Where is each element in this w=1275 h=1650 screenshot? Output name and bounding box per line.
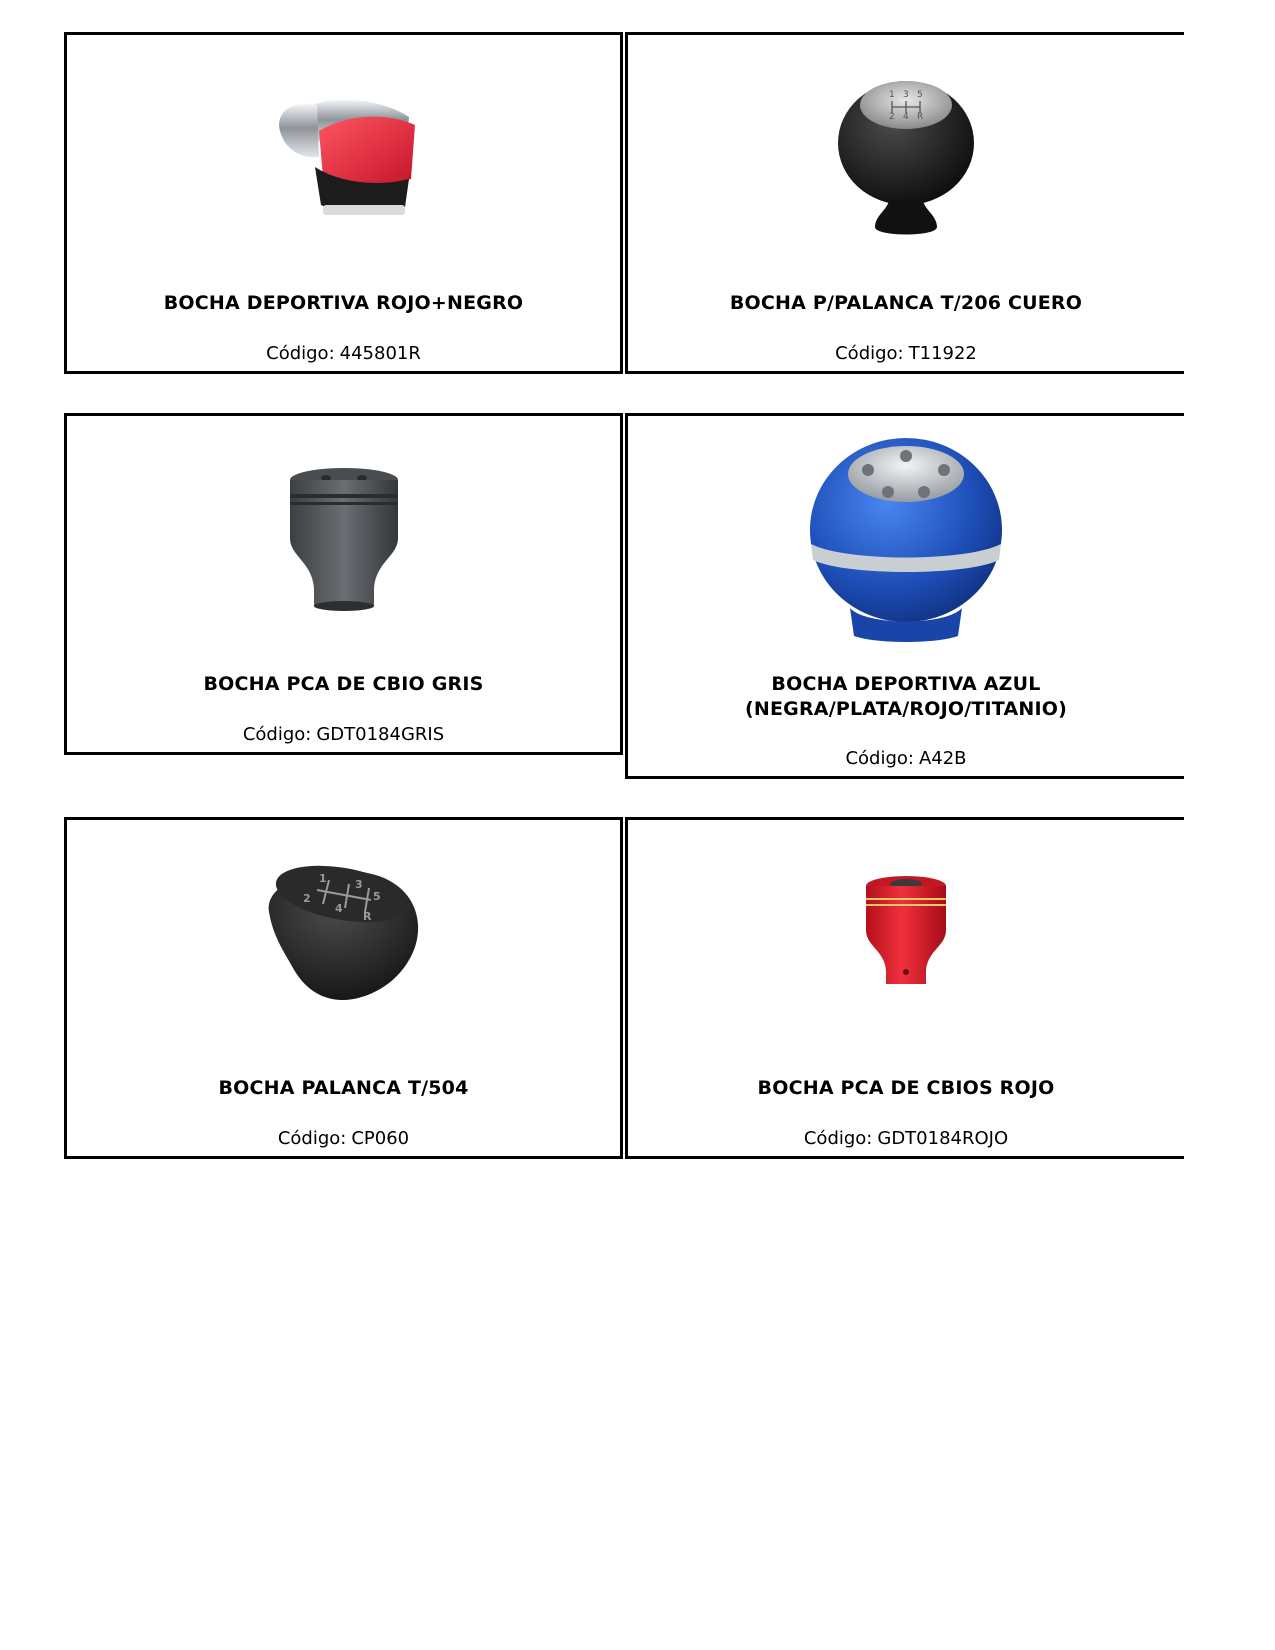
product-code: [628, 1128, 1184, 1150]
shift-label: 3: [903, 90, 909, 100]
product-code: [628, 748, 1184, 770]
shift-label: R: [917, 112, 924, 122]
gear-knob-grey-icon: [286, 466, 402, 616]
product-name: BOCHA PALANCA T/504: [218, 1077, 469, 1099]
shift-label: 1: [318, 872, 327, 885]
shift-label: 4: [334, 902, 343, 915]
shift-label: 2: [889, 112, 895, 122]
code-label: Código:: [803, 1128, 873, 1149]
product-name: BOCHA P/PALANCA T/206 CUERO: [729, 292, 1083, 314]
product-name: BOCHA PCA DE CBIO GRIS: [203, 673, 484, 695]
product-card-bocha-206-cuero: [625, 32, 1184, 374]
product-code: [67, 724, 620, 746]
shift-label: 2: [302, 892, 311, 905]
product-code: [67, 343, 620, 365]
gear-knob-blue-icon: [806, 430, 1006, 642]
code-value: T11922: [908, 343, 977, 364]
code-value: 445801R: [339, 343, 421, 364]
product-card-bocha-palanca-504: [64, 817, 623, 1159]
product-name: BOCHA PCA DE CBIOS ROJO: [757, 1077, 1055, 1099]
shift-label: 1: [889, 90, 895, 100]
code-value: GDT0184ROJO: [877, 1128, 1009, 1149]
shift-label: 4: [903, 112, 909, 122]
code-label: Código:: [845, 748, 914, 769]
shift-label: 5: [917, 90, 923, 100]
product-code: [67, 1128, 620, 1150]
code-label: Código:: [277, 1128, 347, 1149]
gear-knob-red-chrome-icon: [259, 87, 429, 227]
code-label: Código:: [242, 724, 312, 745]
code-value: GDT0184GRIS: [316, 724, 445, 745]
shift-label: R: [362, 910, 371, 923]
code-label: Código:: [266, 343, 335, 364]
product-name: BOCHA DEPORTIVA ROJO+NEGRO: [163, 292, 524, 314]
product-card-bocha-deportiva-rojo-negro: [64, 32, 623, 374]
product-card-bocha-gris: [64, 413, 623, 755]
product-code: [628, 343, 1184, 365]
gear-knob-black-leather-icon: [831, 77, 981, 245]
product-name: BOCHA DEPORTIVA AZUL (NEGRA/PLATA/ROJO/TITANIO): [745, 673, 1067, 720]
code-value: A42B: [918, 748, 967, 769]
product-card-bocha-rojo: [625, 817, 1184, 1159]
product-card-bocha-deportiva-azul: [625, 413, 1184, 779]
gear-knob-black-504-icon: [259, 860, 429, 1002]
gear-knob-red-icon: [862, 874, 950, 994]
code-value: CP060: [351, 1128, 410, 1149]
shift-label: 5: [372, 890, 381, 903]
shift-label: 3: [354, 878, 363, 891]
code-label: Código:: [835, 343, 904, 364]
